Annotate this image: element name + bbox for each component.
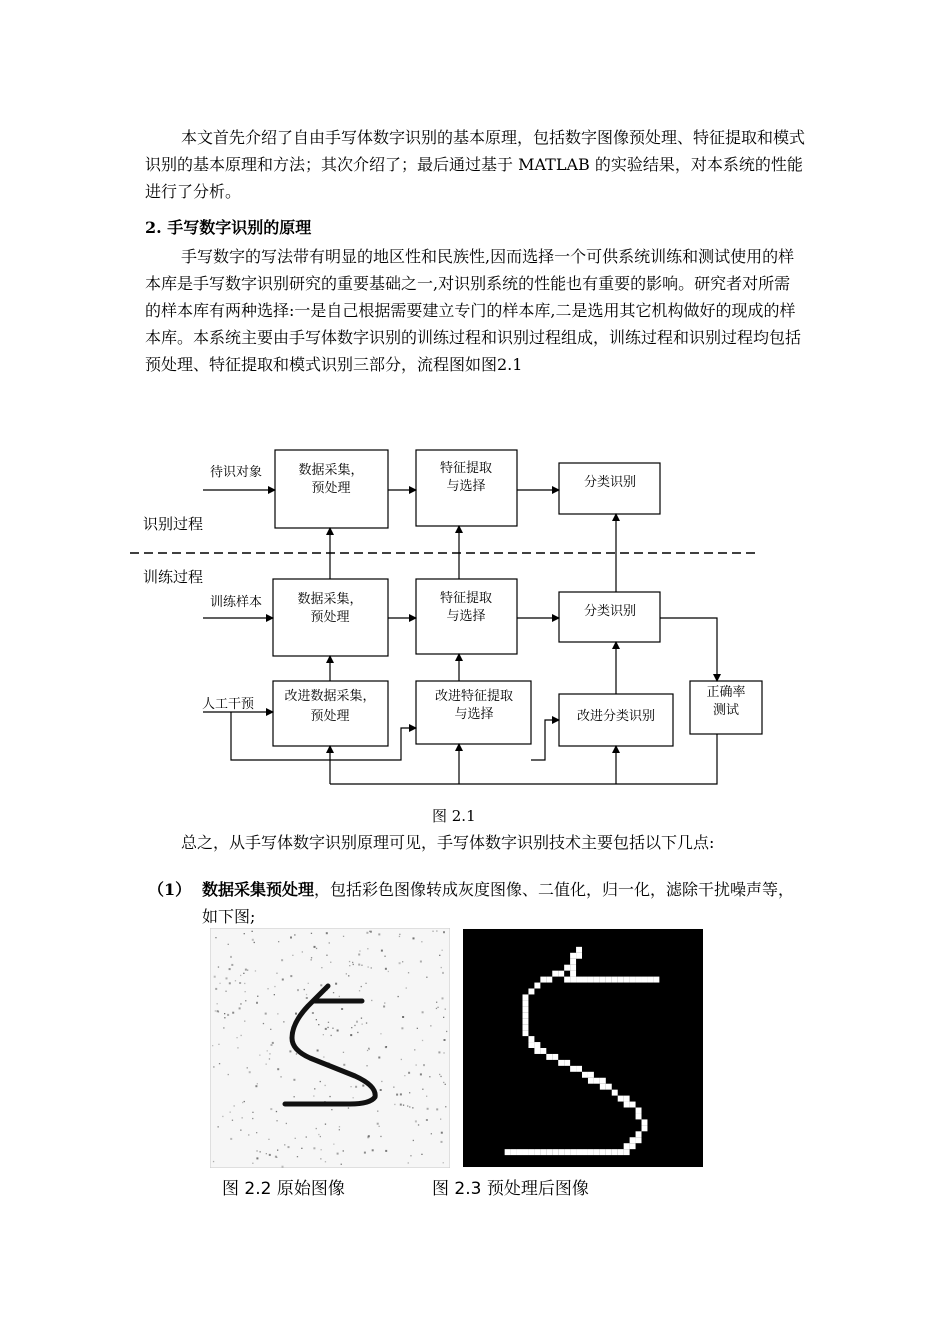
box-text: 分类识别 — [583, 604, 637, 619]
box-text: 数据采集， — [297, 592, 363, 607]
box-text: 预处理 — [310, 610, 350, 625]
box-text: 改进数据采集， — [284, 689, 376, 704]
summary-paragraph: 总之，从手写体数字识别原理可见，手写体数字识别技术主要包括以下几点: — [181, 833, 715, 852]
label-manual-intervention: 人工干预 — [202, 697, 255, 712]
box-text: 与选择 — [446, 609, 486, 624]
processed-image-caption: 图 2.3 预处理后图像 — [432, 1179, 589, 1199]
box-text: 预处理 — [311, 481, 351, 496]
box-text: 正确率 — [706, 685, 746, 700]
box-text: 改进分类识别 — [576, 709, 656, 724]
original-digit-image — [210, 928, 450, 1168]
intro-paragraph: 本文首先介绍了自由手写体数字识别的基本原理，包括数字图像预处理、特征提取和模式识别的基本原理和方法；其次介绍了；最后通过基于 MATLAB 的实验结果，对本系统的性能进行了分析。 — [145, 128, 806, 201]
label-target: 待识对象 — [210, 465, 263, 480]
box-text: 与选择 — [446, 479, 486, 494]
box-text: 特征提取 — [439, 461, 493, 476]
box-text: 测试 — [712, 703, 740, 718]
label-training-process: 训练过程 — [143, 568, 204, 586]
box-text: 分类识别 — [583, 475, 637, 490]
label-recognition-process: 识别过程 — [143, 515, 204, 533]
box-text: 数据采集， — [298, 463, 364, 478]
box-text: 改进特征提取 — [434, 689, 514, 704]
list-item-number: （1） — [148, 880, 192, 899]
section-body-paragraph: 手写数字的写法带有明显的地区性和民族性,因而选择一个可供系统训练和测试使用的样本库是手写数字识别研究的重要基础之一,对识别系统的性能也有重要的影响。研究者对所需的样本库有两种选择:一是自己根据需要建立专门的样本库,二是选用其它机构做好的现成的样本库。本系统主要由手写体数字识别的训练过程和识别过程组成，训练过程和识别过程均包括预处理、特征提取和模式识别三部分，流程图如图2.1 — [145, 247, 802, 374]
section-heading: 2. 手写数字识别的原理 — [145, 218, 312, 237]
list-item-title: 数据采集预处理 — [202, 880, 315, 899]
list-item-description: ，包括彩色图像转成灰度图像、二值化，归一化，滤除干扰噪声等，如下图; — [202, 880, 795, 926]
box-text: 预处理 — [310, 709, 350, 724]
box-text: 特征提取 — [439, 591, 493, 606]
flowchart-figure — [125, 448, 775, 793]
original-image-caption: 图 2.2 原始图像 — [222, 1179, 345, 1199]
box-text: 与选择 — [454, 707, 494, 722]
label-training-samples: 训练样本 — [210, 595, 263, 610]
processed-digit-image — [463, 928, 703, 1168]
flowchart-caption: 图 2.1 — [432, 807, 476, 825]
list-item-text — [202, 876, 806, 930]
